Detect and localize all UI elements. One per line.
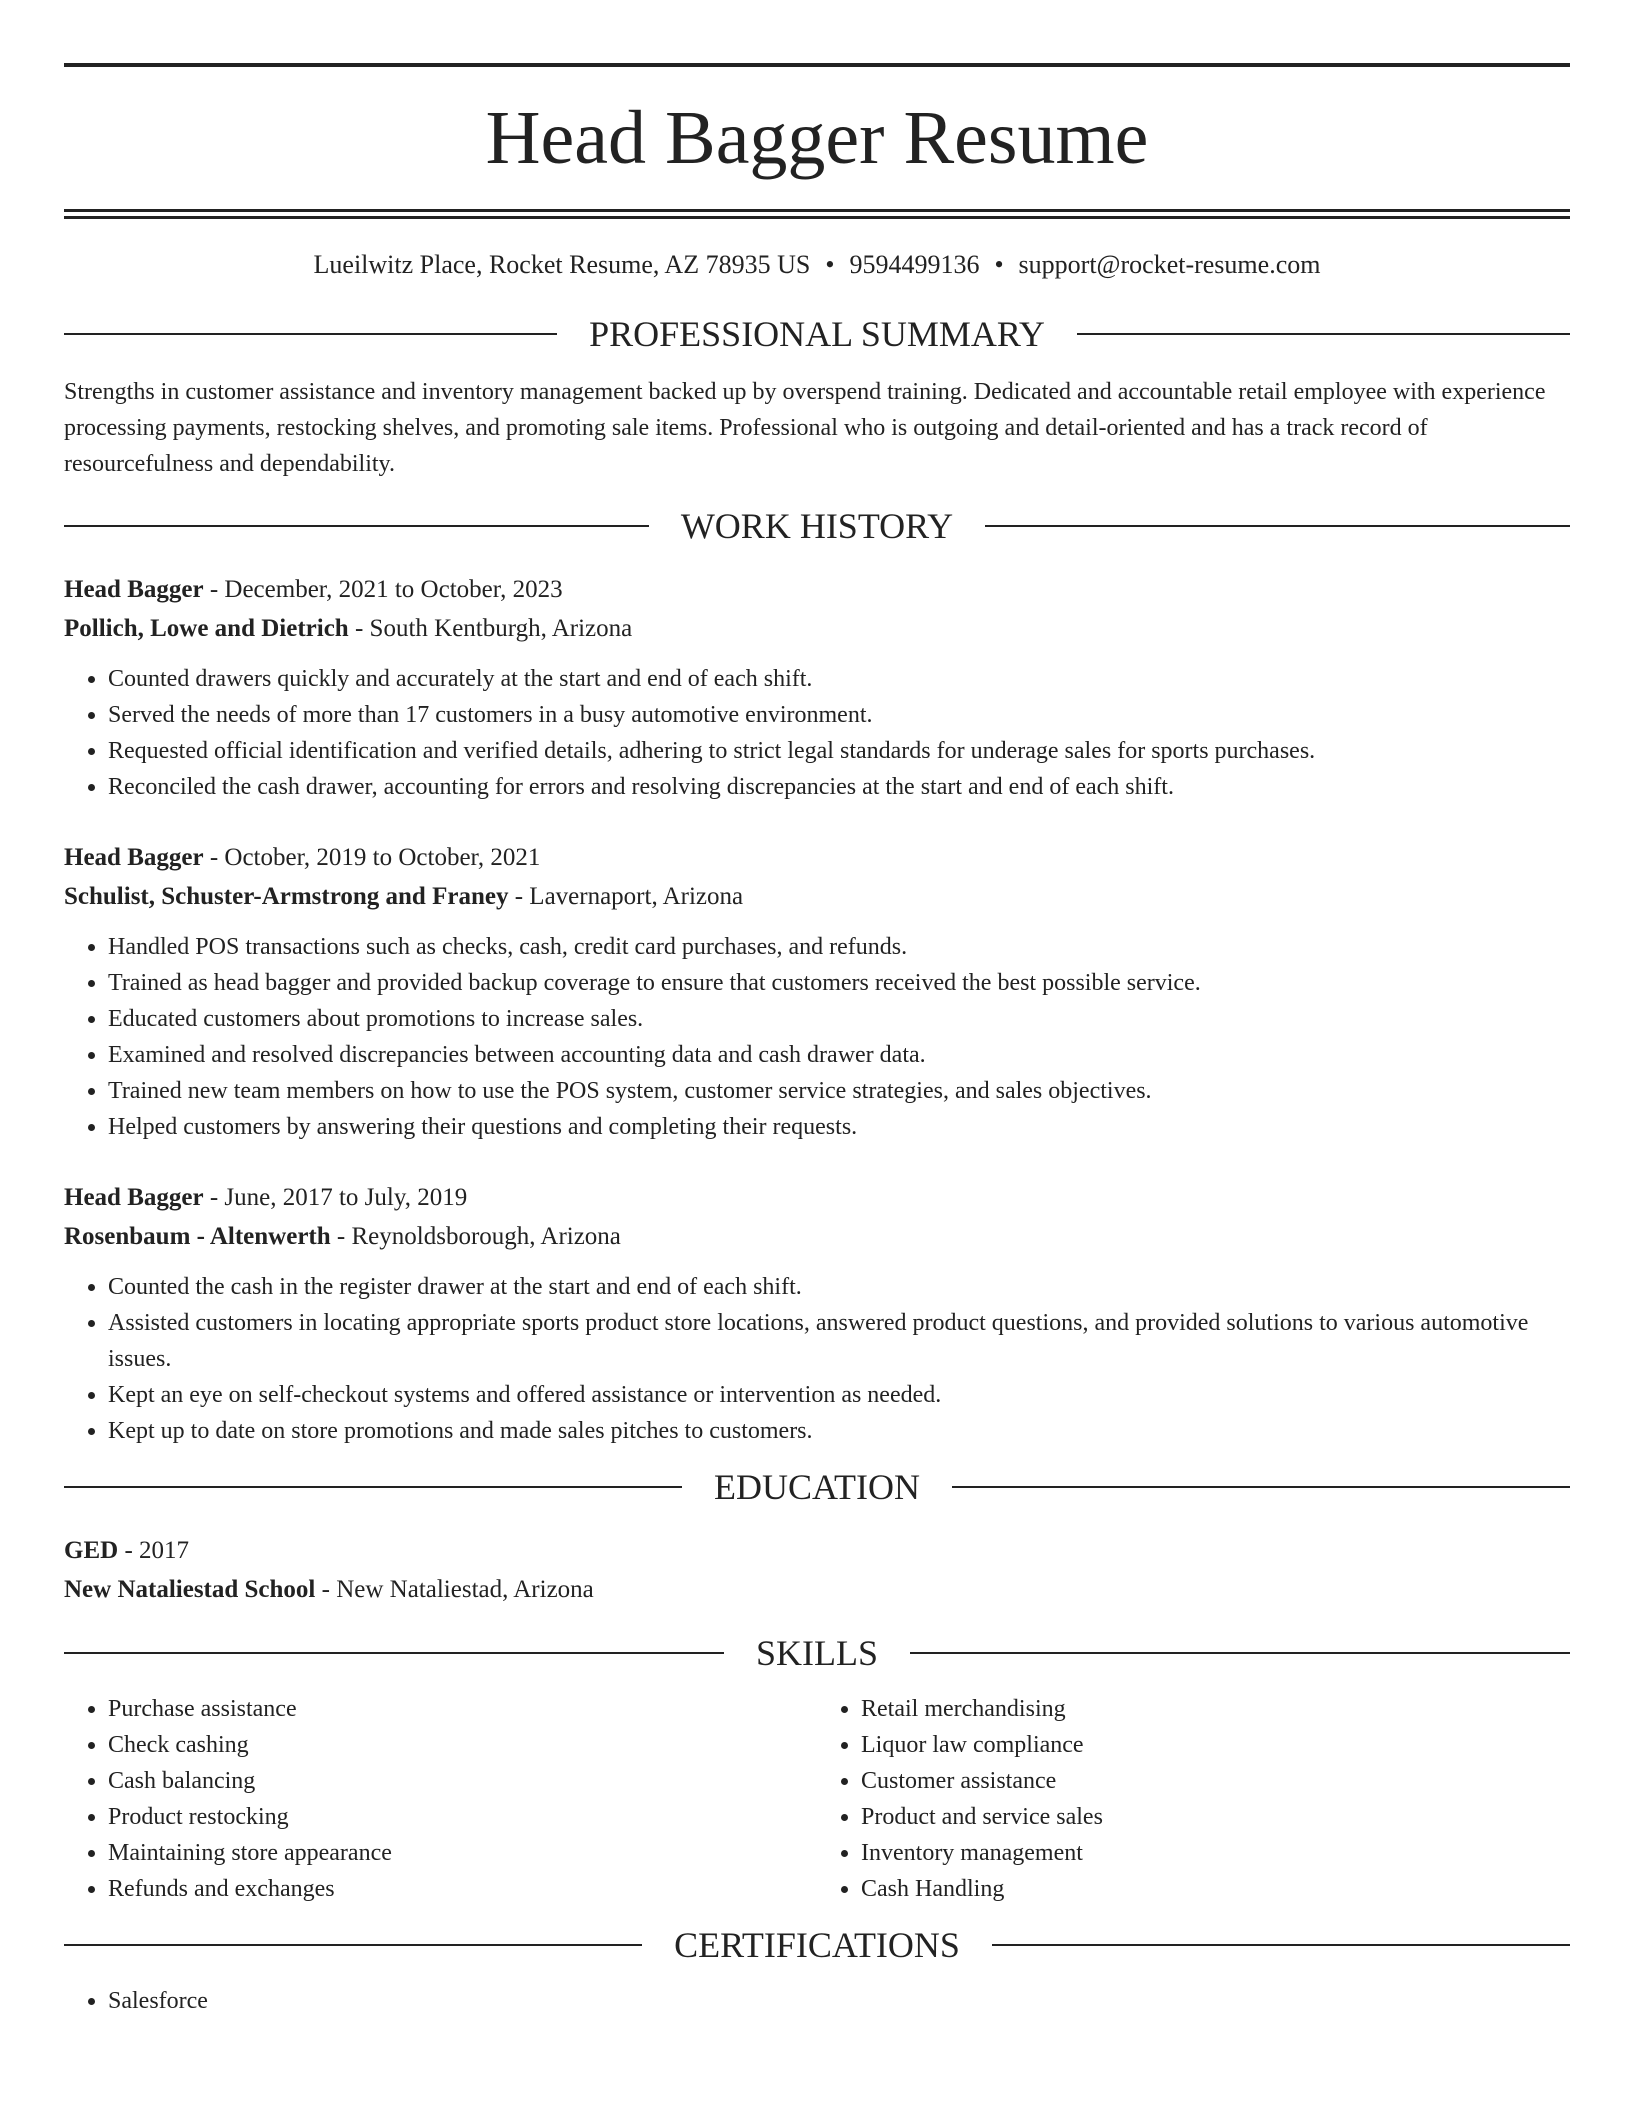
- skills-list-left: [64, 1691, 817, 1907]
- summary-heading: [64, 316, 1570, 352]
- job-title-line: [64, 1178, 1570, 1217]
- list-item: • Kept an eye on self-checkout systems and offered assistance or intervention as needed.: [108, 1377, 1570, 1413]
- list-item: • Inventory management: [861, 1835, 1570, 1871]
- education-school: New Nataliestad School: [64, 1576, 316, 1603]
- job-dates: - October, 2019 to October, 2021: [203, 844, 541, 871]
- summary-heading-label: PROFESSIONAL SUMMARY: [589, 314, 1045, 354]
- work-history-heading: [64, 508, 1570, 544]
- list-item: • Counted drawers quickly and accurately at the start and end of each shift.: [108, 661, 1570, 697]
- job-entry: [64, 1178, 1570, 1449]
- job-location: - Lavernaport, Arizona: [508, 883, 744, 910]
- contact-separator: •: [994, 250, 1004, 279]
- job-company: Rosenbaum - Altenwerth: [64, 1223, 331, 1250]
- job-bullets: [64, 1269, 1570, 1449]
- job-title: Head Bagger: [64, 576, 204, 603]
- list-item: • Helped customers by answering their questions and completing their requests.: [108, 1109, 1570, 1145]
- education-entry: [64, 1531, 1570, 1609]
- heading-rule-right: [992, 1944, 1570, 1946]
- list-item: • Retail merchandising: [861, 1691, 1570, 1727]
- job-company-line: [64, 877, 1570, 916]
- heading-rule-left: [64, 333, 557, 335]
- resume-title: Head Bagger Resume: [485, 96, 1149, 180]
- skills-list-right: [817, 1691, 1570, 1907]
- education-heading-label: EDUCATION: [714, 1467, 920, 1507]
- list-item: • Served the needs of more than 17 customers in a busy automotive environment.: [108, 697, 1570, 733]
- job-company-line: [64, 1217, 1570, 1256]
- list-item: • Requested official identification and verified details, adhering to strict legal standards for underage sales for sports purchases.: [108, 733, 1570, 769]
- contact-email[interactable]: support@rocket-resume.com: [1018, 250, 1321, 279]
- list-item: • Refunds and exchanges: [108, 1871, 817, 1907]
- list-item: • Examined and resolved discrepancies between accounting data and cash drawer data.: [108, 1037, 1570, 1073]
- top-rule: [64, 63, 1570, 67]
- list-item: • Trained as head bagger and provided backup coverage to ensure that customers received the best possible service.: [108, 965, 1570, 1001]
- list-item: • Assisted customers in locating appropriate sports product store locations, answered product questions, and provided solutions to various automotive issues.: [108, 1305, 1570, 1377]
- education-year: - 2017: [118, 1537, 190, 1564]
- list-item: • Product and service sales: [861, 1799, 1570, 1835]
- job-location: - Reynoldsborough, Arizona: [330, 1223, 621, 1250]
- skills-heading: [64, 1635, 1570, 1671]
- contact-address: Lueilwitz Place, Rocket Resume, AZ 78935 US: [313, 250, 811, 279]
- work-history-heading-label: WORK HISTORY: [680, 506, 954, 546]
- list-item: • Salesforce: [108, 1983, 1570, 2019]
- list-item: • Handled POS transactions such as checks, cash, credit card purchases, and refunds.: [108, 929, 1570, 965]
- list-item: • Cash Handling: [861, 1871, 1570, 1907]
- contact-phone: 9594499136: [849, 250, 980, 279]
- certifications-heading-label: CERTIFICATIONS: [674, 1925, 960, 1965]
- job-dates: - December, 2021 to October, 2023: [203, 576, 563, 603]
- education-heading: [64, 1469, 1570, 1505]
- heading-rule-right: [985, 525, 1570, 527]
- list-item: • Purchase assistance: [108, 1691, 817, 1727]
- job-company: Schulist, Schuster-Armstrong and Franey: [64, 883, 509, 910]
- heading-rule-left: [64, 525, 649, 527]
- education-school-line: [64, 1570, 1570, 1609]
- list-item: • Liquor law compliance: [861, 1727, 1570, 1763]
- job-entry: [64, 570, 1570, 805]
- education-location: - New Nataliestad, Arizona: [315, 1576, 594, 1603]
- job-title: Head Bagger: [64, 1184, 204, 1211]
- list-item: • Reconciled the cash drawer, accounting for errors and resolving discrepancies at the start and end of each shift.: [108, 769, 1570, 805]
- list-item: • Counted the cash in the register drawer at the start and end of each shift.: [108, 1269, 1570, 1305]
- summary-text: Strengths in customer assistance and inventory management backed up by overspend training. Dedicated and accountable retail employee with experience processing payments, restocking shelves, and promoting sale items. Professional who is outgoing and detail-oriented and has a track record of resourcefulness and dependability.: [64, 379, 1546, 477]
- heading-rule-right: [910, 1652, 1570, 1654]
- education-degree: GED: [64, 1537, 119, 1564]
- job-title-line: [64, 838, 1570, 877]
- list-item: • Kept up to date on store promotions and made sales pitches to customers.: [108, 1413, 1570, 1449]
- heading-rule-left: [64, 1486, 682, 1488]
- list-item: • Maintaining store appearance: [108, 1835, 817, 1871]
- skills-heading-label: SKILLS: [756, 1633, 879, 1673]
- contact-line: [64, 252, 1570, 278]
- list-item: • Educated customers about promotions to increase sales.: [108, 1001, 1570, 1037]
- job-bullets: [64, 661, 1570, 805]
- education-degree-line: [64, 1531, 1570, 1570]
- heading-rule-left: [64, 1652, 724, 1654]
- job-entry: [64, 838, 1570, 1145]
- list-item: • Customer assistance: [861, 1763, 1570, 1799]
- list-item: • Product restocking: [108, 1799, 817, 1835]
- job-bullets: [64, 929, 1570, 1145]
- heading-rule-right: [952, 1486, 1570, 1488]
- job-title-line: [64, 570, 1570, 609]
- job-dates: - June, 2017 to July, 2019: [203, 1184, 468, 1211]
- resume-page: [64, 0, 1570, 2019]
- job-company: Pollich, Lowe and Dietrich: [64, 615, 349, 642]
- heading-rule-right: [1077, 333, 1570, 335]
- job-title: Head Bagger: [64, 844, 204, 871]
- heading-rule-left: [64, 1944, 642, 1946]
- job-location: - South Kentburgh, Arizona: [348, 615, 633, 642]
- certifications-list: [64, 1983, 1570, 2019]
- list-item: • Trained new team members on how to use the POS system, customer service strategies, and sales objectives.: [108, 1073, 1570, 1109]
- certifications-heading: [64, 1927, 1570, 1963]
- skills-grid: [64, 1691, 1570, 1907]
- list-item: • Cash balancing: [108, 1763, 817, 1799]
- title-double-rule: [64, 209, 1570, 219]
- list-item: • Check cashing: [108, 1727, 817, 1763]
- job-company-line: [64, 609, 1570, 648]
- contact-separator: •: [825, 250, 835, 279]
